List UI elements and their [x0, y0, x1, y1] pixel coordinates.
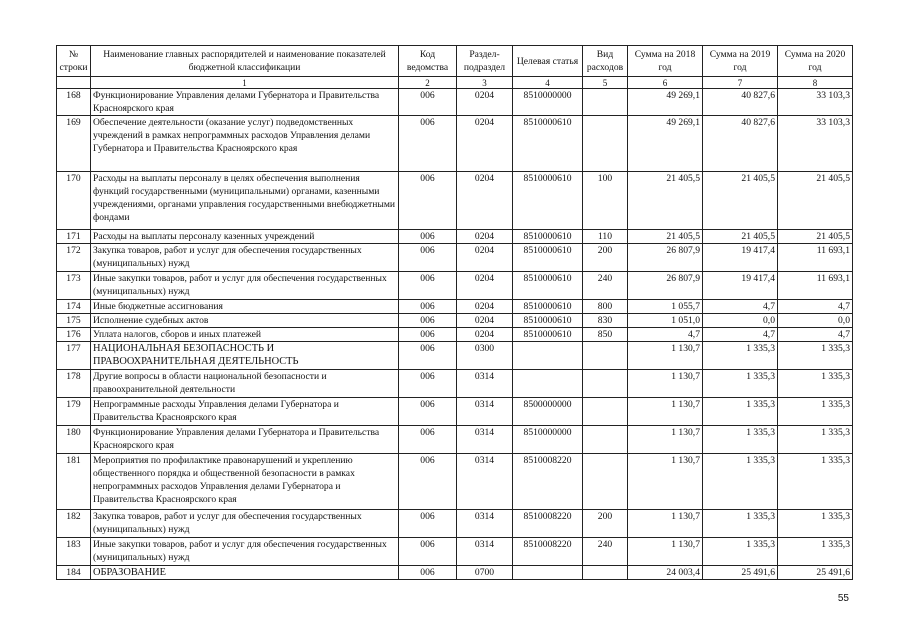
sum-2018-cell: 21 405,5	[628, 172, 703, 230]
sum-2020-cell: 4,7	[778, 300, 853, 314]
table-row	[57, 314, 853, 328]
column-number: 6	[628, 77, 703, 89]
sum-2018-cell: 26 807,9	[628, 272, 703, 300]
row-number-cell: 172	[57, 244, 91, 272]
column-number: 8	[778, 77, 853, 89]
sum-2019-cell: 4,7	[703, 328, 778, 342]
section-cell: 0204	[457, 272, 513, 300]
table-row	[57, 342, 853, 370]
row-number-cell: 182	[57, 510, 91, 538]
row-number-cell: 177	[57, 342, 91, 370]
sum-2020-cell: 11 693,1	[778, 272, 853, 300]
column-number: 2	[399, 77, 457, 89]
target-article-cell: 8510000610	[513, 230, 583, 244]
name-cell: Иные бюджетные ассигнования	[91, 300, 399, 314]
expense-kind-cell	[583, 342, 628, 370]
section-cell: 0700	[457, 566, 513, 580]
name-cell: Иные закупки товаров, работ и услуг для обеспечения государственных (муниципальных) нужд	[91, 272, 399, 300]
table-row	[57, 510, 853, 538]
sum-2018-cell: 1 130,7	[628, 342, 703, 370]
table-row	[57, 89, 853, 116]
row-number-cell: 176	[57, 328, 91, 342]
dept-code-cell: 006	[399, 426, 457, 454]
name-cell: Исполнение судебных актов	[91, 314, 399, 328]
sum-2019-cell: 1 335,3	[703, 370, 778, 398]
table-row	[57, 566, 853, 580]
section-cell: 0204	[457, 300, 513, 314]
name-cell: Мероприятия по профилактике правонарушений и укреплению общественного порядка и общественной безопасности в рамках непрограммных расходов Управления делами Губернатора и Правительства Красноярского края	[91, 454, 399, 510]
table-row	[57, 426, 853, 454]
sum-2020-cell: 1 335,3	[778, 398, 853, 426]
dept-code-cell: 006	[399, 272, 457, 300]
table-row	[57, 272, 853, 300]
target-article-cell: 8510008220	[513, 538, 583, 566]
section-cell: 0204	[457, 89, 513, 116]
expense-kind-cell	[583, 89, 628, 116]
row-number-cell: 170	[57, 172, 91, 230]
expense-kind-cell	[583, 566, 628, 580]
sum-2018-cell: 1 130,7	[628, 538, 703, 566]
expense-kind-cell: 100	[583, 172, 628, 230]
sum-2018-cell: 24 003,4	[628, 566, 703, 580]
sum-2018-cell: 1 051,0	[628, 314, 703, 328]
sum-2018-cell: 4,7	[628, 328, 703, 342]
sum-2018-cell: 21 405,5	[628, 230, 703, 244]
dept-code-cell: 006	[399, 244, 457, 272]
sum-2018-cell: 1 130,7	[628, 454, 703, 510]
section-cell: 0314	[457, 370, 513, 398]
dept-code-cell: 006	[399, 172, 457, 230]
dept-code-cell: 006	[399, 328, 457, 342]
row-number-cell: 184	[57, 566, 91, 580]
sum-2019-cell: 40 827,6	[703, 89, 778, 116]
target-article-cell: 8500000000	[513, 398, 583, 426]
column-number-row	[57, 77, 853, 89]
header-sum-2020: Сумма на 2020 год	[778, 46, 853, 77]
row-number-cell: 183	[57, 538, 91, 566]
section-cell: 0204	[457, 328, 513, 342]
dept-code-cell: 006	[399, 230, 457, 244]
expense-kind-cell: 830	[583, 314, 628, 328]
table-row	[57, 244, 853, 272]
name-cell: Расходы на выплаты персоналу в целях обеспечения выполнения функций государственными (муниципальными) органами, казенными учреждениями, органами управления государственными внебюджетными фондами	[91, 172, 399, 230]
row-number-cell: 173	[57, 272, 91, 300]
name-cell: Уплата налогов, сборов и иных платежей	[91, 328, 399, 342]
name-cell: Иные закупки товаров, работ и услуг для обеспечения государственных (муниципальных) нужд	[91, 538, 399, 566]
header-row	[57, 46, 853, 77]
sum-2019-cell: 0,0	[703, 314, 778, 328]
header-section: Раздел-подраздел	[457, 46, 513, 77]
dept-code-cell: 006	[399, 342, 457, 370]
sum-2020-cell: 1 335,3	[778, 510, 853, 538]
header-expense-kind: Вид расходов	[583, 46, 628, 77]
sum-2018-cell: 49 269,1	[628, 89, 703, 116]
name-cell: Расходы на выплаты персоналу казенных учреждений	[91, 230, 399, 244]
sum-2018-cell: 1 055,7	[628, 300, 703, 314]
row-number-cell: 169	[57, 116, 91, 172]
section-cell: 0204	[457, 172, 513, 230]
name-cell: НАЦИОНАЛЬНАЯ БЕЗОПАСНОСТЬ И ПРАВООХРАНИТЕЛЬНАЯ ДЕЯТЕЛЬНОСТЬ	[91, 342, 399, 370]
sum-2019-cell: 1 335,3	[703, 538, 778, 566]
sum-2019-cell: 1 335,3	[703, 398, 778, 426]
sum-2019-cell: 40 827,6	[703, 116, 778, 172]
expense-kind-cell: 240	[583, 272, 628, 300]
row-number-cell: 175	[57, 314, 91, 328]
sum-2020-cell: 1 335,3	[778, 370, 853, 398]
column-number	[57, 77, 91, 89]
header-dept-code: Код ведомства	[399, 46, 457, 77]
header-sum-2018: Сумма на 2018 год	[628, 46, 703, 77]
expense-kind-cell	[583, 426, 628, 454]
sum-2018-cell: 26 807,9	[628, 244, 703, 272]
sum-2020-cell: 21 405,5	[778, 172, 853, 230]
row-number-cell: 174	[57, 300, 91, 314]
header-target-article: Целевая статья	[513, 46, 583, 77]
expense-kind-cell: 240	[583, 538, 628, 566]
target-article-cell	[513, 566, 583, 580]
target-article-cell: 8510000610	[513, 244, 583, 272]
dept-code-cell: 006	[399, 398, 457, 426]
table-body	[57, 89, 853, 580]
expense-kind-cell	[583, 398, 628, 426]
expense-kind-cell	[583, 454, 628, 510]
name-cell: Закупка товаров, работ и услуг для обеспечения государственных (муниципальных) нужд	[91, 244, 399, 272]
sum-2019-cell: 1 335,3	[703, 454, 778, 510]
column-number: 7	[703, 77, 778, 89]
row-number-cell: 171	[57, 230, 91, 244]
sum-2019-cell: 19 417,4	[703, 244, 778, 272]
header-row-number: № строки	[57, 46, 91, 77]
sum-2019-cell: 19 417,4	[703, 272, 778, 300]
target-article-cell: 8510000000	[513, 426, 583, 454]
dept-code-cell: 006	[399, 454, 457, 510]
column-number: 4	[513, 77, 583, 89]
header-name: Наименование главных распорядителей и наименование показателей бюджетной классификации	[91, 46, 399, 77]
name-cell: Обеспечение деятельности (оказание услуг) подведомственных учреждений в рамках непрограммных расходов Управления делами Губернатора и Правительства Красноярского края	[91, 116, 399, 172]
section-cell: 0204	[457, 116, 513, 172]
row-number-cell: 178	[57, 370, 91, 398]
section-cell: 0204	[457, 314, 513, 328]
section-cell: 0204	[457, 230, 513, 244]
expense-kind-cell: 110	[583, 230, 628, 244]
row-number-cell: 179	[57, 398, 91, 426]
dept-code-cell: 006	[399, 538, 457, 566]
target-article-cell	[513, 342, 583, 370]
sum-2018-cell: 1 130,7	[628, 370, 703, 398]
row-number-cell: 168	[57, 89, 91, 116]
expense-kind-cell: 200	[583, 510, 628, 538]
sum-2020-cell: 1 335,3	[778, 426, 853, 454]
target-article-cell: 8510000610	[513, 314, 583, 328]
sum-2020-cell: 1 335,3	[778, 342, 853, 370]
expense-kind-cell	[583, 116, 628, 172]
table-row	[57, 370, 853, 398]
dept-code-cell: 006	[399, 89, 457, 116]
dept-code-cell: 006	[399, 566, 457, 580]
target-article-cell: 8510000610	[513, 172, 583, 230]
sum-2018-cell: 49 269,1	[628, 116, 703, 172]
header-sum-2019: Сумма на 2019 год	[703, 46, 778, 77]
column-number: 1	[91, 77, 399, 89]
dept-code-cell: 006	[399, 116, 457, 172]
section-cell: 0314	[457, 426, 513, 454]
sum-2020-cell: 25 491,6	[778, 566, 853, 580]
name-cell: Другие вопросы в области национальной безопасности и правоохранительной деятельности	[91, 370, 399, 398]
name-cell: Функционирование Управления делами Губернатора и Правительства Красноярского края	[91, 426, 399, 454]
target-article-cell: 8510000610	[513, 300, 583, 314]
sum-2019-cell: 21 405,5	[703, 230, 778, 244]
table-row	[57, 230, 853, 244]
table-row	[57, 328, 853, 342]
dept-code-cell: 006	[399, 510, 457, 538]
expense-kind-cell	[583, 370, 628, 398]
target-article-cell: 8510008220	[513, 454, 583, 510]
table-row	[57, 538, 853, 566]
expense-kind-cell: 800	[583, 300, 628, 314]
sum-2018-cell: 1 130,7	[628, 398, 703, 426]
section-cell: 0204	[457, 244, 513, 272]
section-cell: 0300	[457, 342, 513, 370]
sum-2020-cell: 11 693,1	[778, 244, 853, 272]
sum-2020-cell: 21 405,5	[778, 230, 853, 244]
sum-2019-cell: 21 405,5	[703, 172, 778, 230]
target-article-cell: 8510000610	[513, 328, 583, 342]
table-row	[57, 172, 853, 230]
sum-2019-cell: 1 335,3	[703, 426, 778, 454]
sum-2018-cell: 1 130,7	[628, 510, 703, 538]
row-number-cell: 180	[57, 426, 91, 454]
sum-2019-cell: 25 491,6	[703, 566, 778, 580]
target-article-cell	[513, 370, 583, 398]
name-cell: ОБРАЗОВАНИЕ	[91, 566, 399, 580]
target-article-cell: 8510000610	[513, 272, 583, 300]
name-cell: Непрограммные расходы Управления делами Губернатора и Правительства Красноярского края	[91, 398, 399, 426]
sum-2020-cell: 33 103,3	[778, 89, 853, 116]
table-row	[57, 300, 853, 314]
name-cell: Функционирование Управления делами Губернатора и Правительства Красноярского края	[91, 89, 399, 116]
sum-2020-cell: 1 335,3	[778, 538, 853, 566]
budget-table	[56, 45, 853, 580]
column-number: 3	[457, 77, 513, 89]
table-row	[57, 116, 853, 172]
column-number: 5	[583, 77, 628, 89]
target-article-cell: 8510008220	[513, 510, 583, 538]
target-article-cell: 8510000000	[513, 89, 583, 116]
expense-kind-cell: 850	[583, 328, 628, 342]
sum-2019-cell: 4,7	[703, 300, 778, 314]
table-row	[57, 454, 853, 510]
target-article-cell: 8510000610	[513, 116, 583, 172]
section-cell: 0314	[457, 510, 513, 538]
table-row	[57, 398, 853, 426]
section-cell: 0314	[457, 454, 513, 510]
dept-code-cell: 006	[399, 370, 457, 398]
section-cell: 0314	[457, 538, 513, 566]
expense-kind-cell: 200	[583, 244, 628, 272]
sum-2018-cell: 1 130,7	[628, 426, 703, 454]
row-number-cell: 181	[57, 454, 91, 510]
dept-code-cell: 006	[399, 300, 457, 314]
sum-2019-cell: 1 335,3	[703, 510, 778, 538]
sum-2020-cell: 33 103,3	[778, 116, 853, 172]
sum-2020-cell: 1 335,3	[778, 454, 853, 510]
name-cell: Закупка товаров, работ и услуг для обеспечения государственных (муниципальных) нужд	[91, 510, 399, 538]
sum-2019-cell: 1 335,3	[703, 342, 778, 370]
sum-2020-cell: 0,0	[778, 314, 853, 328]
page-number: 55	[837, 593, 849, 604]
section-cell: 0314	[457, 398, 513, 426]
dept-code-cell: 006	[399, 314, 457, 328]
sum-2020-cell: 4,7	[778, 328, 853, 342]
